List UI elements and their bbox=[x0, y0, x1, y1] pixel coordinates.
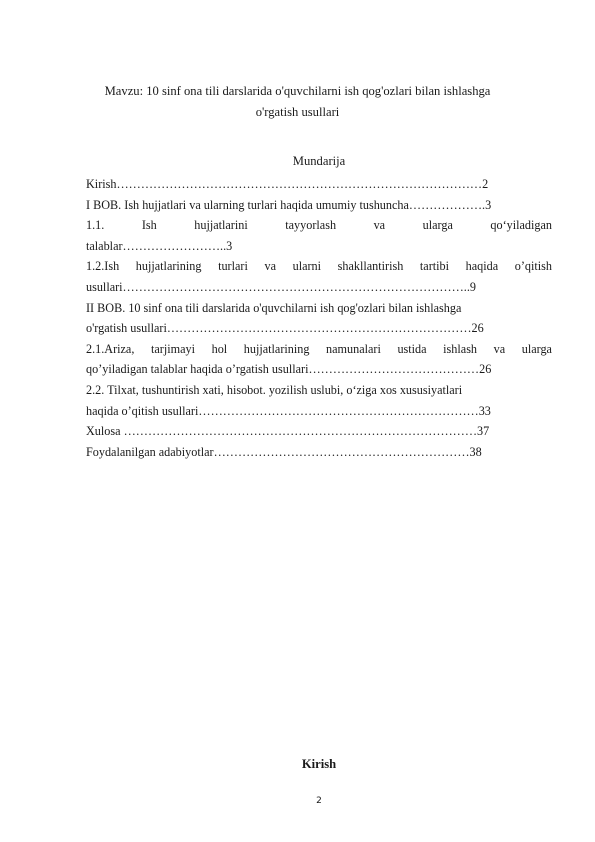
toc-entry-1-2 bbox=[86, 256, 552, 277]
toc-word: ishlash bbox=[443, 341, 478, 356]
toc-word: va bbox=[264, 259, 276, 274]
toc-entry-2-2-cont: haqida o’qitish usullari……………………………………………………………33 bbox=[86, 403, 491, 418]
toc-word: namunalari bbox=[326, 341, 381, 356]
toc-word: hol bbox=[211, 341, 228, 356]
toc-entry-references: Foydalanilgan adabiyotlar………………………………………………………38 bbox=[86, 444, 482, 459]
toc-word: ularni bbox=[292, 259, 322, 274]
toc-word: haqida bbox=[465, 259, 499, 274]
toc-entry-kirish: Kirish………………………………………………………………………………2 bbox=[86, 177, 489, 191]
toc-entry-2-2: 2.2. Tilxat, tushuntirish xati, hisobot. yozilish uslubi, o‘ziga xos xususiyatlari bbox=[86, 382, 463, 397]
toc-word: hujjatlarining bbox=[243, 341, 310, 356]
toc-word: Ish bbox=[141, 218, 157, 233]
toc-word: hujjatlarining bbox=[135, 259, 202, 274]
toc-word: tartibi bbox=[419, 259, 450, 274]
contents-heading: Mundarija bbox=[292, 154, 346, 168]
toc-word: tayyorlash bbox=[285, 218, 337, 233]
toc-entry-xulosa: Xulosa ……………………………………………………………………………37 bbox=[86, 424, 490, 439]
toc-word: hujjatlarini bbox=[194, 218, 248, 233]
toc-word: qo‘yiladigan bbox=[490, 218, 552, 233]
toc-word: 2.1.Ariza, bbox=[86, 341, 135, 356]
title-line-2: o'rgatish usullari bbox=[255, 105, 340, 119]
toc-word: tarjimayi bbox=[151, 341, 195, 356]
toc-word: ularga bbox=[422, 218, 453, 233]
toc-word: ularga bbox=[521, 341, 552, 356]
toc-entry-1-1-cont: talablar……………………..3 bbox=[86, 238, 233, 253]
toc-word: va bbox=[493, 341, 506, 356]
toc-word: shakllantirish bbox=[337, 259, 404, 274]
document-title bbox=[60, 81, 535, 123]
toc-entry-2-1 bbox=[86, 339, 552, 360]
page-number: 2 bbox=[316, 796, 322, 806]
toc-entry-1-2-cont: usullari…………………………………………………………………………..9 bbox=[86, 279, 476, 294]
toc-entry-chapter-2: II BOB. 10 sinf ona tili darslarida o'quvchilarni ish qog'ozlari bilan ishlashga bbox=[86, 300, 462, 315]
toc-word: turlari bbox=[218, 259, 248, 274]
table-of-contents bbox=[86, 174, 552, 462]
toc-word: ustida bbox=[397, 341, 427, 356]
section-heading-kirish: Kirish bbox=[301, 757, 337, 771]
toc-word: va bbox=[373, 218, 386, 233]
toc-entry-1-1 bbox=[86, 215, 552, 236]
toc-word: 1.2.Ish bbox=[86, 259, 120, 274]
toc-entry-2-1-cont: qo’yiladigan talablar haqida o’rgatish usullari……………………………………26 bbox=[86, 362, 492, 377]
toc-entry-chapter-2-cont: o'rgatish usullari…………………………………………………………………26 bbox=[86, 321, 484, 336]
toc-word: 1.1. bbox=[86, 218, 105, 233]
title-line-1: Mavzu: 10 sinf ona tili darslarida o'quvchilarni ish qog'ozlari bilan ishlashga bbox=[104, 84, 491, 98]
toc-word: o’qitish bbox=[514, 259, 552, 274]
toc-entry-chapter-1: I BOB. Ish hujjatlari va ularning turlari haqida umumiy tushuncha……………….3 bbox=[86, 197, 492, 212]
